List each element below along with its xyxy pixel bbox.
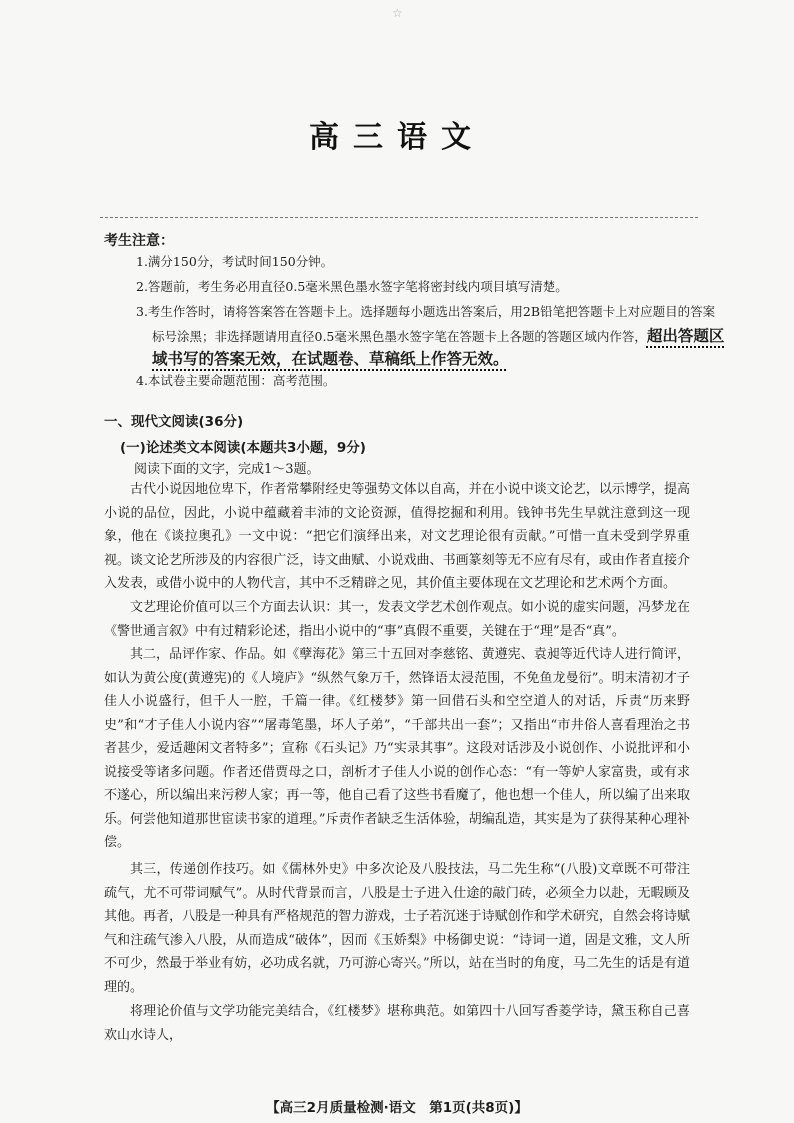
notice-item-4: 4.本试卷主要命题范围：高考范围。 bbox=[136, 373, 336, 388]
notice-emphasis-b: 域书写的答案无效，在试题卷、草稿纸上作答无效。 bbox=[152, 350, 509, 368]
paragraph-3: 其二，品评作家、作品。如《孽海花》第三十五回对李慈铭、黄遵宪、袁昶等近代诗人进行简评，如认为黄公度(黄遵宪)的《人境庐》“纵然气象万千，然锋语太浸范围，不免鱼龙曼衍”。明末清初才子佳人小说盛行，但千人一腔，千篇一律。《红楼梦》第一回借石头和空空道人的对话，斥责“历来野史”和“才子佳人小说内容”“屠毒笔墨，坏人子弟”，“千部共出一套”；又指出“市井俗人喜看理治之书者甚少，爱适趣闲文者特多”；宣称《石头记》乃“实录其事”。这段对话涉及小说创作、小说批评和小说接受等诸多问题。作者还借贾母之口，剖析才子佳人小说的创作心态：“有一等妒人家富贵，或有求不遂心，所以编出来污秽人家；再一等，他自己看了这些书看魔了，他也想一个佳人，所以编了出来取乐。何尝他知道那世宦读书家的道理。”斥责作者缺乏生活体验，胡编乱造，其实是为了获得某种心理补偿。 bbox=[104, 647, 690, 850]
paragraph-2: 文艺理论价值可以三个方面去认识：其一，发表文学艺术创作观点。如小说的虚实问题，冯梦龙在《警世通言叙》中有过精彩论述，指出小说中的“事”真假不重要，关键在于“理”是否“真”。 bbox=[104, 600, 690, 639]
paragraph-1: 古代小说因地位卑下，作者常攀附经史等强势文体以自高，并在小说中谈文论艺，以示博学，提高小说的品位，因此，小说中蕴藏着丰沛的文论资源，值得挖掘和利用。钱钟书先生早就注意到这一现象，他在《谈拉奥孔》一文中说：“把它们演绎出来，对文艺理论很有贡献。”可惜一直未受到学界重视。谈文论艺所涉及的内容很广泛，诗文曲赋、小说戏曲、书画篆刻等无不应有尽有，或由作者直接介入发表，或借小说中的人物代言，其中不乏精辟之见，其价值主要体现在文艺理论和艺术两个方面。 bbox=[104, 482, 690, 591]
page-title: 高三语文 bbox=[309, 120, 485, 155]
notice-emphasis-a: 超出答题区 bbox=[646, 327, 725, 345]
section-part1-heading: 一、现代文阅读(36分) bbox=[104, 414, 244, 430]
seal-line-divider bbox=[100, 217, 698, 218]
notice-heading: 考生注意： bbox=[104, 233, 174, 249]
notice-item-3-cont bbox=[152, 328, 724, 345]
section-sub1-heading: (一)论述类文本阅读(本题共3小题，9分) bbox=[120, 440, 366, 456]
reading-instruction: 阅读下面的文字，完成1～3题。 bbox=[134, 462, 320, 477]
top-mark: ☆ bbox=[392, 6, 403, 20]
notice-item-3: 3.考生作答时，请将答案答在答题卡上。选择题每小题选出答案后，用2B铅笔把答题卡上对应题目的答案 bbox=[136, 304, 716, 319]
paragraph-4: 其三，传递创作技巧。如《儒林外史》中多次论及八股技法，马二先生称“(八股)文章既不可带注疏气，尤不可带词赋气”。从时代背景而言，八股是士子进入仕途的敲门砖，必须全力以赴，无暇顾及其他。再者，八股是一种具有严格规范的智力游戏，士子若沉迷于诗赋创作和学术研究，自然会将诗赋气和注疏气渗入八股，从而造成“破体”，因而《玉娇梨》中杨御史说：“诗词一道，固是文雅，文人所不可少，然最于举业有妨，必功成名就，乃可游心寄兴。”所以，站在当时的角度，马二先生的话是有道理的。 bbox=[104, 862, 690, 995]
notice-item-2: 2.答题前，考生务必用直径0.5毫米黑色墨水签字笔将密封线内项目填写清楚。 bbox=[136, 279, 568, 294]
notice-item-1: 1.满分150分，考试时间150分钟。 bbox=[136, 254, 334, 269]
notice-item-3-cont-text: 标号涂黑；非选择题请用直径0.5毫米黑色墨水签字笔在答题卡上各题的答题区域内作答， bbox=[152, 329, 647, 344]
paragraph-5: 将理论价值与文学功能完美结合，《红楼梦》堪称典范。如第四十八回写香菱学诗，黛玉称自己喜欢山水诗人， bbox=[104, 1004, 690, 1043]
page-footer: 【高三2月质量检测·语文 第1页(共8页)】 bbox=[266, 1100, 528, 1116]
